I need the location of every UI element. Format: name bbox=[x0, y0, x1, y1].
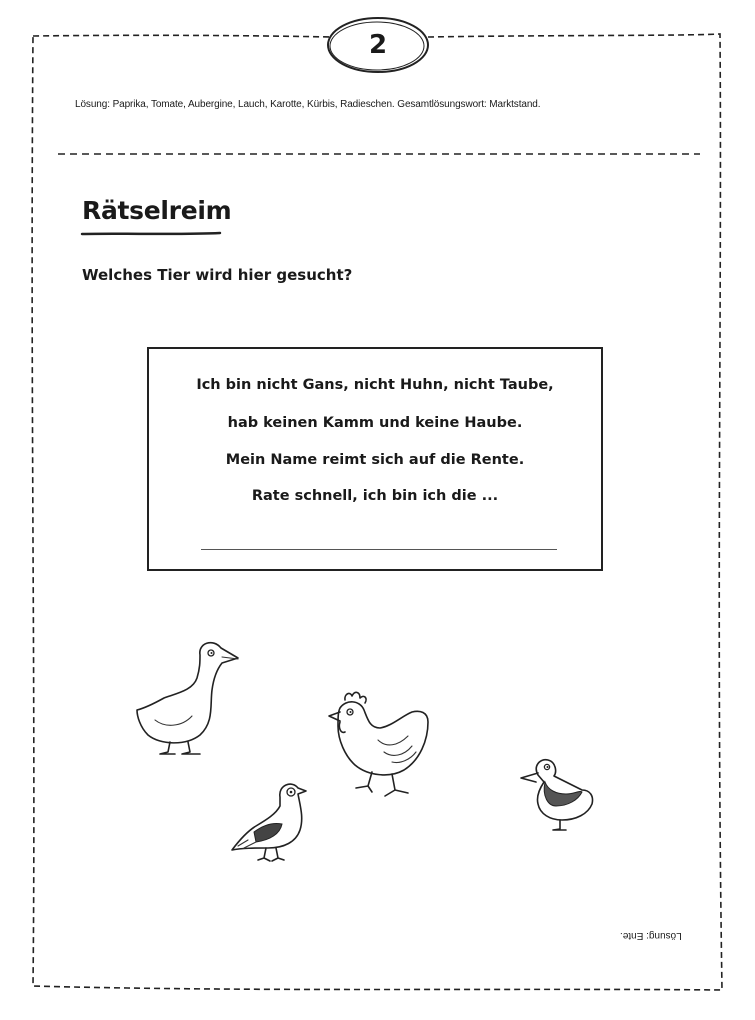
solution-note-bottom: Lösung: Ente. bbox=[620, 930, 682, 941]
solution-note-top: Lösung: Paprika, Tomate, Aubergine, Lauch, Karotte, Kürbis, Radieschen. Gesamtlösungswort: Marktstand. bbox=[75, 99, 541, 110]
hen-illustration bbox=[329, 692, 428, 796]
duck-illustration bbox=[521, 760, 593, 830]
poem-line-2: hab keinen Kamm und keine Haube. bbox=[227, 415, 523, 431]
goose-illustration bbox=[137, 643, 238, 754]
question-text: Welches Tier wird hier gesucht? bbox=[82, 266, 353, 284]
page-title: Rätselreim bbox=[82, 196, 232, 225]
poem-line-4: Rate schnell, ich bin ich die ... bbox=[251, 488, 499, 504]
poem-line-1: Ich bin nicht Gans, nicht Huhn, nicht Taube, bbox=[196, 377, 554, 393]
poem-line-3: Mein Name reimt sich auf die Rente. bbox=[225, 452, 525, 468]
page-number-badge: 2 bbox=[368, 30, 388, 60]
pigeon-illustration bbox=[232, 784, 306, 861]
